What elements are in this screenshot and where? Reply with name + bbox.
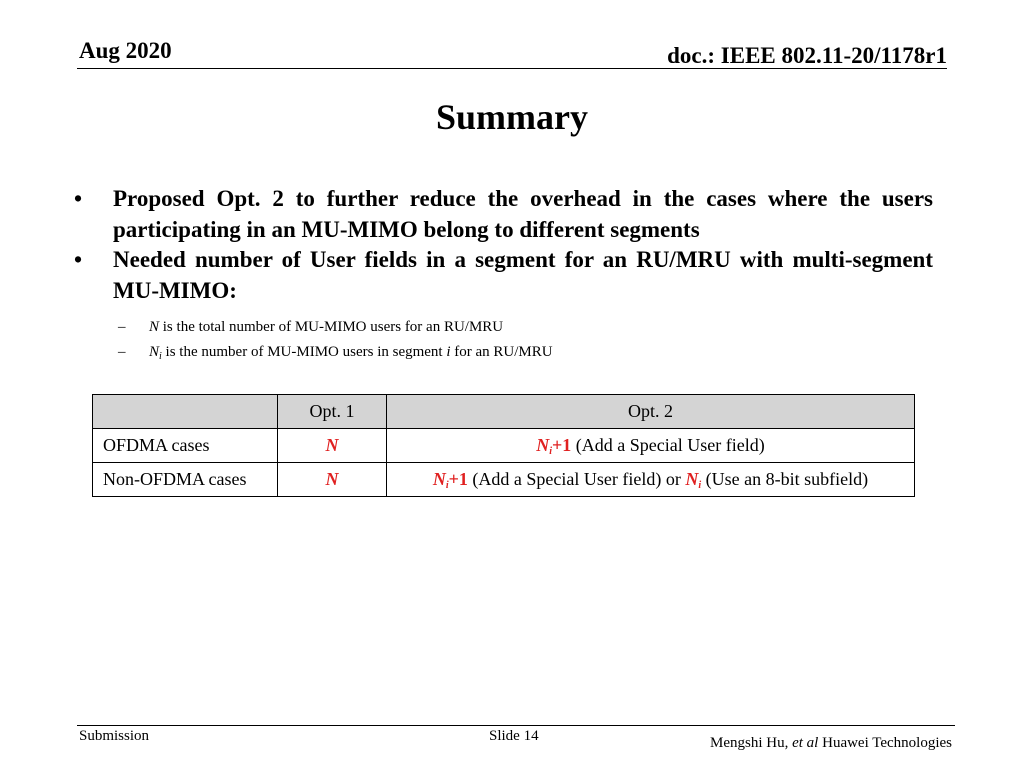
opt2-alt-symbol: N bbox=[685, 468, 699, 489]
footer-divider bbox=[77, 725, 955, 726]
opt1-value: N bbox=[325, 469, 339, 489]
opt2-cell bbox=[387, 429, 915, 463]
table-header-cell bbox=[93, 395, 278, 429]
opt1-cell bbox=[278, 429, 387, 463]
opt2-cell bbox=[387, 463, 915, 497]
opt2-note: (Add a Special User field) bbox=[571, 434, 765, 455]
sub-bullet-text: is the number of MU-MIMO users in segment bbox=[161, 344, 447, 360]
opt2-note: (Add a Special User field) or bbox=[467, 468, 686, 489]
footer-author bbox=[710, 735, 952, 752]
author-etal: et al bbox=[792, 735, 819, 751]
bullet-item: Needed number of User fields in a segment for an RU/MRU with multi-segment MU-MIMO: bbox=[113, 247, 933, 303]
opt1-cell bbox=[278, 463, 387, 497]
slide-title: Summary bbox=[436, 97, 588, 137]
sub-bullet-item bbox=[149, 317, 503, 337]
opt2-alt-subscript: i bbox=[698, 479, 702, 491]
header-doc-id: doc.: IEEE 802.11-20/1178r1 bbox=[667, 43, 947, 68]
sub-bullet-item bbox=[149, 342, 553, 367]
slide-number: Slide 14 bbox=[489, 728, 539, 744]
opt1-value: N bbox=[325, 435, 339, 455]
opt2-subscript: i bbox=[445, 479, 449, 491]
sub-bullet-marker: – bbox=[118, 319, 126, 335]
variable-n: N bbox=[149, 344, 160, 360]
variable-i: i bbox=[446, 344, 451, 360]
variable-n: N bbox=[149, 319, 160, 335]
bullet-marker: • bbox=[74, 247, 83, 272]
opt2-plus: +1 bbox=[448, 468, 468, 489]
table-row bbox=[93, 429, 915, 463]
author-org: Huawei Technologies bbox=[818, 735, 952, 751]
table-row bbox=[93, 463, 915, 497]
opt2-symbol: N bbox=[536, 434, 550, 455]
opt2-subscript: i bbox=[549, 445, 553, 457]
header-divider bbox=[77, 68, 947, 69]
bullet-item: Proposed Opt. 2 to further reduce the overhead in the cases where the users participating in an MU-MIMO belong to different segments bbox=[113, 186, 933, 242]
comparison-table bbox=[92, 394, 915, 497]
table-header-row bbox=[93, 395, 915, 429]
table-header-cell: Opt. 1 bbox=[278, 395, 387, 429]
bullet-marker: • bbox=[74, 186, 83, 211]
opt2-alt-note: (Use an 8-bit subfield) bbox=[701, 468, 869, 489]
row-label: OFDMA cases bbox=[93, 429, 278, 463]
table-header-cell: Opt. 2 bbox=[387, 395, 915, 429]
sub-bullet-text: is the total number of MU-MIMO users for an RU/MRU bbox=[159, 319, 504, 335]
header-date: Aug 2020 bbox=[79, 38, 172, 63]
subscript-i: i bbox=[159, 351, 162, 362]
opt2-symbol: N bbox=[432, 468, 446, 489]
row-label: Non-OFDMA cases bbox=[93, 463, 278, 497]
opt2-plus: +1 bbox=[552, 434, 572, 455]
sub-bullet-text: for an RU/MRU bbox=[450, 344, 553, 360]
footer-submission: Submission bbox=[79, 728, 150, 744]
sub-bullet-marker: – bbox=[118, 344, 126, 360]
author-name: Mengshi Hu, bbox=[710, 735, 793, 751]
